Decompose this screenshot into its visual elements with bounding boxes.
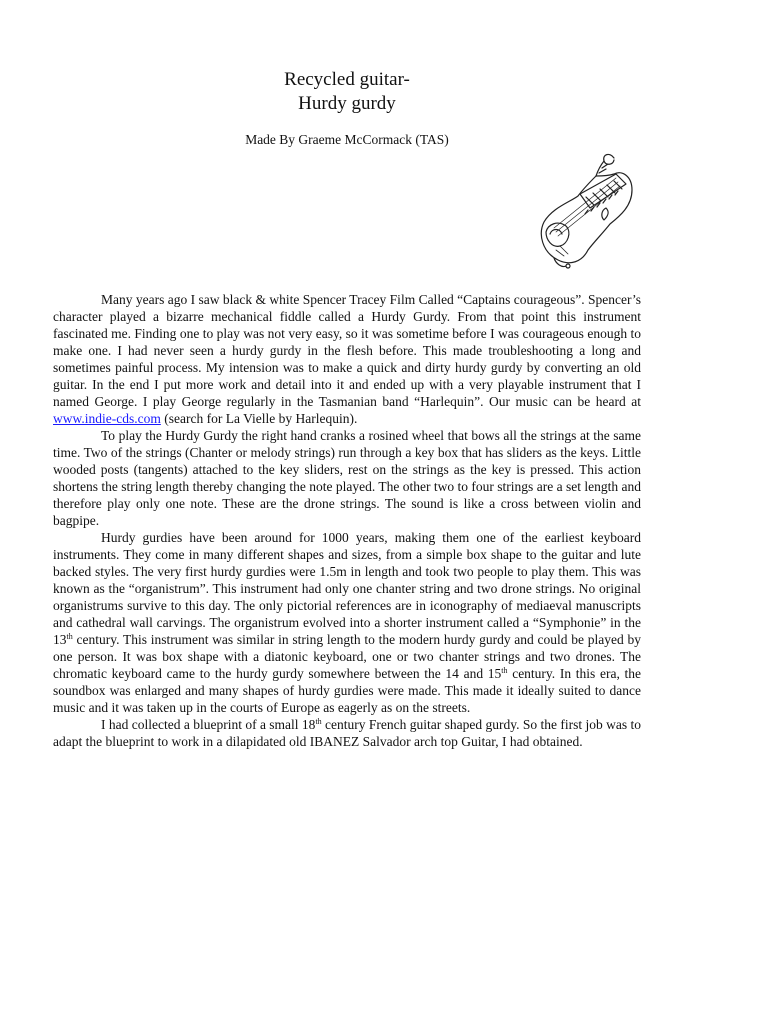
paragraph-2: To play the Hurdy Gurdy the right hand cranks a rosined wheel that bows all the strings at the same time. Two of the strings (Chanter or melody strings) run through a key box that has sliders as the keys. Little wooded posts (tangents) attached to the key sliders, rest on the strings as the key is pressed. This action shortens the string length thereby changing the note played. The other two to four strings are a set length and therefore play only one note. These are the drone strings. The sound is like a cross between violin and bagpipe.: [53, 428, 641, 528]
page-title: Recycled guitar-: [284, 69, 410, 90]
paragraph-1: Many years ago I saw black & white Spencer Tracey Film Called “Captains courageous”. Spencer’s character played a bizarre mechanical fiddle called a Hurdy Gurdy. From that point this instrument fascinated me. Finding one to play was not very easy, so it was sometime before I was courageous enough to make one. I had never seen a hurdy gurdy in the flesh before. This made troubleshooting a long and sometimes painful process. My intension was to make a quick and dirty hurdy gurdy by converting an old guitar. In the end I put more work and detail into it and ended up with a very playable instrument that I named George. I play George regularly in the Tasmanian band “Harlequin”. Our music can be heard at www.indie-cds.com (search for La Vielle by Harlequin).: [53, 292, 641, 426]
paragraph-3: Hurdy gurdies have been around for 1000 years, making them one of the earliest keyboard instruments. They come in many different shapes and sizes, from a simple box shape to the guitar and lute backed styles. The very first hurdy gurdies were 1.5m in length and took two people to play them. This was known as the “organistrum”. This instrument had only one chanter string and two drone strings. No original organistrums survive to this day. The only pictorial references are in iconography of mediaeval manuscripts and cathedral wall carvings. The organistrum evolved into a shorter instrument called a “Symphonie” in the 13th century. This instrument was similar in string length to the modern hurdy gurdy and could be played by one person. It was box shape with a diatonic keyboard, one or two chanter strings and two drones. The chromatic keyboard came to the hurdy gurdy somewhere between the 14 and 15th century. In this era, the soundbox was enlarged and many shapes of hurdy gurdies were made. This made it ideally suited to dance music and it was taken up in the courts of Europe as eagerly as on the streets.: [53, 530, 641, 715]
author-byline: Made By Graeme McCormack (TAS): [245, 132, 449, 147]
page-subtitle: Hurdy gurdy: [298, 93, 396, 114]
article-body: [53, 291, 641, 750]
hurdy-gurdy-icon: [536, 150, 646, 272]
indie-cds-link[interactable]: www.indie-cds.com: [53, 411, 161, 426]
paragraph-4: I had collected a blueprint of a small 18th century French guitar shaped gurdy. So the first job was to adapt the blueprint to work in a dilapidated old IBANEZ Salvador arch top Guitar, I had obtained.: [53, 717, 641, 749]
